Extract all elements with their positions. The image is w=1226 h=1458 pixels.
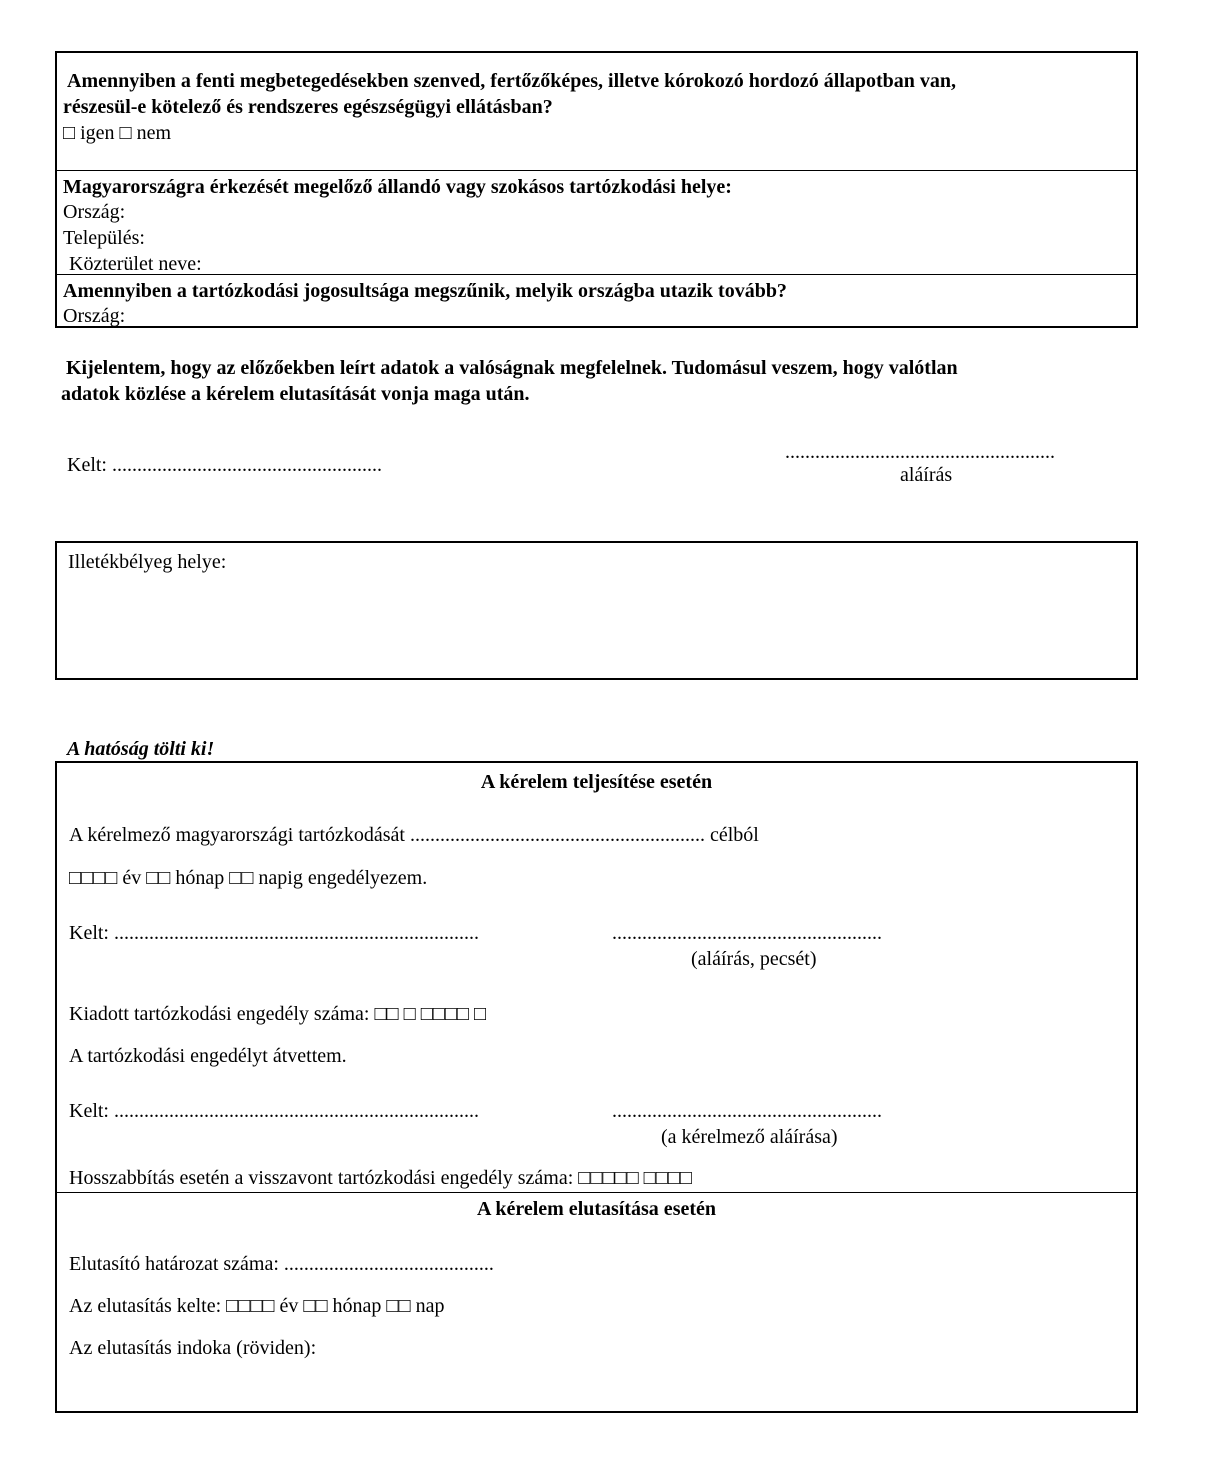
stamp-label: Illetékbélyeg helye: bbox=[68, 551, 227, 573]
row-divider bbox=[57, 170, 1136, 171]
stamp-box bbox=[55, 541, 1138, 680]
approval-signature-line[interactable]: ...................................................... bbox=[612, 922, 882, 944]
receipt-date-field[interactable]: Kelt: ......................................................................... bbox=[69, 1100, 479, 1122]
applicant-date-field[interactable]: Kelt: ...................................................... bbox=[67, 454, 382, 476]
permit-received-text: A tartózkodási engedélyt átvettem. bbox=[69, 1045, 347, 1067]
applicant-receipt-signature-line[interactable]: ...................................................... bbox=[612, 1100, 882, 1122]
row-divider bbox=[57, 274, 1136, 275]
applicant-signature-line[interactable]: ...................................................... bbox=[785, 441, 1055, 463]
applicant-info-table bbox=[55, 51, 1138, 328]
rejection-decision-number-field[interactable]: Elutasító határozat száma: .......................................... bbox=[69, 1253, 494, 1275]
duration-field[interactable]: □□□□ év □□ hónap □□ napig engedélyezem. bbox=[69, 867, 428, 889]
health-care-options[interactable]: □ igen □ nem bbox=[63, 122, 172, 144]
previous-street-field[interactable]: Közterület neve: bbox=[69, 253, 202, 275]
previous-residence-heading: Magyarországra érkezését megelőző állandó vagy szokásos tartózkodási helye: bbox=[63, 176, 732, 198]
previous-country-field[interactable]: Ország: bbox=[63, 201, 126, 223]
rejection-date-field[interactable]: Az elutasítás kelte: □□□□ év □□ hónap □□ nap bbox=[69, 1295, 445, 1317]
health-care-question-line2: részesül-e kötelező és rendszeres egészségügyi ellátásban? bbox=[63, 96, 553, 118]
onward-travel-heading: Amennyiben a tartózkodási jogosultsága megszűnik, melyik országba utazik tovább? bbox=[63, 280, 787, 302]
applicant-receipt-signature-label: (a kérelmező aláírása) bbox=[661, 1126, 838, 1148]
declaration-line1: Kijelentem, hogy az előzőekben leírt adatok a valóságnak megfelelnek. Tudomásul veszem, hogy valótlan bbox=[66, 357, 958, 379]
rejection-heading: A kérelem elutasítása esetén bbox=[476, 1198, 717, 1220]
row-divider bbox=[57, 1192, 1136, 1193]
purpose-field[interactable]: A kérelmező magyarországi tartózkodását ........................................................... célból bbox=[69, 824, 759, 846]
rejection-reason-field[interactable]: Az elutasítás indoka (röviden): bbox=[69, 1337, 317, 1359]
revoked-permit-number-field[interactable]: Hosszabbítás esetén a visszavont tartózkodási engedély száma: □□□□□ □□□□ bbox=[69, 1167, 692, 1189]
authority-table bbox=[55, 761, 1138, 1413]
declaration-line2: adatok közlése a kérelem elutasítását vonja maga után. bbox=[61, 383, 530, 405]
onward-country-field[interactable]: Ország: bbox=[63, 305, 126, 327]
authority-note: A hatóság tölti ki! bbox=[67, 738, 215, 760]
approval-heading: A kérelem teljesítése esetén bbox=[480, 771, 713, 793]
previous-settlement-field[interactable]: Település: bbox=[63, 227, 145, 249]
approval-signature-label: (aláírás, pecsét) bbox=[691, 948, 817, 970]
approval-date-field[interactable]: Kelt: ......................................................................... bbox=[69, 922, 479, 944]
permit-number-field[interactable]: Kiadott tartózkodási engedély száma: □□ □ □□□□ □ bbox=[69, 1003, 487, 1025]
applicant-signature-label: aláírás bbox=[900, 464, 953, 486]
health-care-question-line1: Amennyiben a fenti megbetegedésekben szenved, fertőzőképes, illetve kórokozó hordozó állapotban van, bbox=[67, 70, 957, 92]
